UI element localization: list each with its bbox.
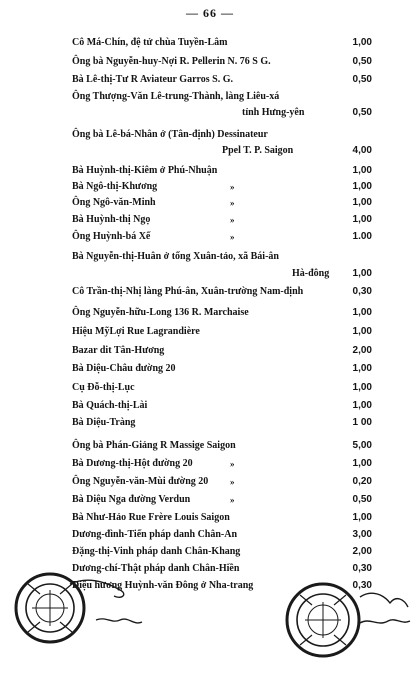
donation-amount: 0,30 bbox=[352, 580, 372, 591]
donor-entry bbox=[72, 398, 372, 414]
donor-entry bbox=[72, 527, 372, 543]
donor-entry bbox=[72, 229, 372, 245]
donor-name: Bà Diệu Nga đường Verdun bbox=[72, 494, 191, 505]
donor-name: Diệu hương Huỳnh-văn Đông ở Nha-trang bbox=[72, 580, 254, 591]
donation-amount: 0,30 bbox=[352, 286, 372, 297]
donation-amount: 0,50 bbox=[352, 74, 372, 85]
donor-name: Bà Quách-thị-Lài bbox=[72, 400, 148, 411]
left-seal-stamp bbox=[10, 560, 160, 665]
donor-entry bbox=[72, 474, 372, 490]
right-seal-stamp bbox=[248, 565, 418, 670]
donor-entry bbox=[72, 361, 372, 377]
ditto-mark: » bbox=[230, 495, 235, 505]
donation-amount: 0,50 bbox=[352, 107, 372, 118]
donor-name: Cô Trần-thị-Nhị làng Phú-ân, Xuân-trường Nam-định bbox=[72, 286, 304, 297]
donor-entry bbox=[72, 163, 372, 179]
donor-entry bbox=[72, 143, 372, 159]
donation-amount: 1,00 bbox=[352, 181, 372, 192]
donor-entry bbox=[72, 415, 372, 431]
donation-amount: 0,50 bbox=[352, 56, 372, 67]
donation-amount: 2,00 bbox=[352, 546, 372, 557]
donor-name: Bà Diệu-Tràng bbox=[72, 417, 136, 428]
donor-entry bbox=[72, 249, 372, 265]
donor-name: Hiệu MỹLợi Rue Lagrandière bbox=[72, 326, 200, 337]
ditto-mark: » bbox=[230, 182, 235, 192]
donor-entry bbox=[72, 438, 372, 454]
donor-name: Ông Thượng-Văn Lê-trung-Thành, làng Liêu-xá bbox=[72, 91, 280, 102]
donor-entry bbox=[72, 266, 372, 282]
donor-name: Cô Má-Chín, đệ tử chùa Tuyền-Lâm bbox=[72, 37, 228, 48]
donor-name: Cụ Đỗ-thị-Lục bbox=[72, 382, 135, 393]
donor-entry bbox=[72, 89, 372, 105]
donation-amount: 1,00 bbox=[352, 37, 372, 48]
donor-name: Bà Ngô-thị-Khương bbox=[72, 181, 158, 192]
donation-amount: 1,00 bbox=[352, 268, 372, 279]
donation-amount: 1,00 bbox=[352, 458, 372, 469]
donation-amount: 0,50 bbox=[352, 494, 372, 505]
donation-amount: 1,00 bbox=[352, 197, 372, 208]
donor-entry bbox=[72, 380, 372, 396]
donor-name: Ông Nguyễn-hữu-Long 136 R. Marchaise bbox=[72, 307, 249, 318]
donor-entry bbox=[72, 492, 372, 508]
donation-amount: 1,00 bbox=[352, 214, 372, 225]
donor-entry bbox=[72, 195, 372, 211]
donor-entry bbox=[72, 35, 372, 51]
donor-name: tỉnh Hưng-yên bbox=[242, 107, 305, 118]
donation-amount: 1,00 bbox=[352, 512, 372, 523]
donor-name: Bà Diệu-Châu đường 20 bbox=[72, 363, 176, 374]
donor-entry bbox=[72, 544, 372, 560]
donation-amount: 1,00 bbox=[352, 307, 372, 318]
donor-name: Hà-đông bbox=[292, 268, 330, 279]
donor-entry bbox=[72, 54, 372, 70]
donation-amount: 1,00 bbox=[352, 400, 372, 411]
donor-entry bbox=[72, 324, 372, 340]
donor-name: Ông bà Phán-Giảng R Massige Saigon bbox=[72, 440, 236, 451]
donation-amount: 1,00 bbox=[352, 382, 372, 393]
donor-name: Bazar dit Tân-Hương bbox=[72, 345, 165, 356]
donor-entry bbox=[72, 179, 372, 195]
donor-name: Bà Huỳnh-thị-Kiêm ở Phú-Nhuận bbox=[72, 165, 218, 176]
donor-entry bbox=[72, 343, 372, 359]
donation-amount: 1 00 bbox=[352, 417, 372, 428]
donor-entry bbox=[72, 456, 372, 472]
donor-entry bbox=[72, 105, 372, 121]
donor-name: Ông Huỳnh-bá Xế bbox=[72, 231, 151, 242]
donor-entry bbox=[72, 127, 372, 143]
donor-entry bbox=[72, 72, 372, 88]
donor-name: Ông bà Lê-bá-Nhân ở (Tân-định) Dessinateur bbox=[72, 129, 268, 140]
donor-name: Đặng-thị-Vinh pháp danh Chân-Khang bbox=[72, 546, 241, 557]
donor-name: Bà Dương-thị-Hột đường 20 bbox=[72, 458, 193, 469]
ditto-mark: » bbox=[230, 215, 235, 225]
donor-name: Ông bà Nguyễn-huy-Nợi R. Pellerin N. 76 S G. bbox=[72, 56, 271, 67]
ditto-mark: » bbox=[230, 477, 235, 487]
donation-amount: 4,00 bbox=[352, 145, 372, 156]
donation-amount: 1.00 bbox=[352, 231, 372, 242]
donation-amount: 0,20 bbox=[352, 476, 372, 487]
ditto-mark: » bbox=[230, 459, 235, 469]
donor-name: Dương-đình-Tiến pháp danh Chân-An bbox=[72, 529, 238, 540]
donor-name: Ông Nguyễn-văn-Mùi đường 20 bbox=[72, 476, 209, 487]
donor-name: Bà Huỳnh-thị Ngọ bbox=[72, 214, 151, 225]
donation-amount: 1,00 bbox=[352, 363, 372, 374]
ditto-mark: » bbox=[230, 232, 235, 242]
donation-amount: 2,00 bbox=[352, 345, 372, 356]
donation-amount: 5,00 bbox=[352, 440, 372, 451]
donation-amount: 1,00 bbox=[352, 165, 372, 176]
donor-name: Bà Như-Hảo Rue Frère Louis Saigon bbox=[72, 512, 230, 523]
donation-amount: 3,00 bbox=[352, 529, 372, 540]
donation-amount: 1,00 bbox=[352, 326, 372, 337]
donor-name: Dương-chí-Thật pháp danh Chân-Hiền bbox=[72, 563, 240, 574]
donor-name: Ppel T. P. Saigon bbox=[222, 145, 294, 156]
ditto-mark: » bbox=[230, 198, 235, 208]
donor-name: Bà Lê-thị-Tư R Aviateur Garros S. G. bbox=[72, 74, 234, 85]
page-number: — 66 — bbox=[186, 6, 234, 20]
donor-entry bbox=[72, 305, 372, 321]
donor-name: Ông Ngô-văn-Minh bbox=[72, 197, 156, 208]
donor-name: Bà Nguyễn-thị-Huân ở tổng Xuân-tảo, xã Bái-ân bbox=[72, 251, 279, 262]
donation-amount: 0,30 bbox=[352, 563, 372, 574]
donor-entry bbox=[72, 510, 372, 526]
donor-entry bbox=[72, 284, 372, 300]
donor-entry bbox=[72, 212, 372, 228]
